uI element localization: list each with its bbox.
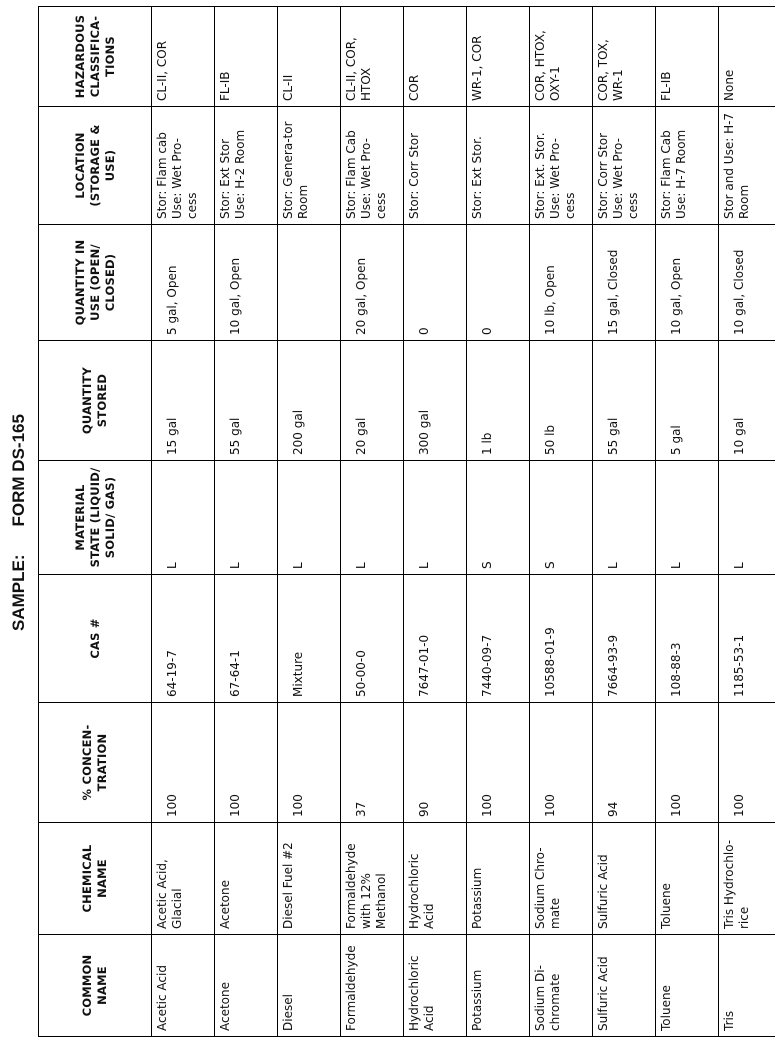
cell-material-state-text: S [543, 561, 557, 569]
cell-material-state [656, 461, 719, 575]
cell-quantity-in-use-text [281, 230, 291, 335]
cell-location [215, 107, 278, 225]
cell-concentration-text: 100 [291, 794, 305, 817]
cell-hazard-text: FL-IB [218, 71, 232, 101]
cell-quantity-in-use [656, 225, 719, 341]
cell-quantity-in-use-text: 0 [417, 327, 431, 335]
col-header-quantity-stored: QUANTITY STORED [39, 341, 152, 461]
cell-common-name [341, 935, 404, 1037]
cell-quantity-stored [656, 341, 719, 461]
cell-quantity-in-use [719, 225, 775, 341]
col-header-material-state: MATERIAL STATE (LIQUID/ SOLID/ GAS) [39, 461, 152, 575]
cell-chemical-name-text: Tris Hydrochlo-rice [722, 839, 751, 929]
cell-material-state [719, 461, 775, 575]
cell-quantity-in-use [404, 225, 467, 341]
hazmat-table [38, 6, 775, 1037]
col-header-concentration: % CONCEN-TRATION [39, 703, 152, 823]
cell-chemical-name-text: Acetone [218, 879, 232, 929]
cell-concentration [656, 703, 719, 823]
cell-location [593, 107, 656, 225]
location-storage: Stor and Use: H-7 Room [722, 112, 751, 219]
cell-common-name [656, 935, 719, 1037]
cell-quantity-in-use-text: 0 [480, 327, 494, 335]
cell-quantity-stored-text: 300 gal [417, 409, 431, 455]
cell-chemical-name [341, 823, 404, 935]
table-row [467, 7, 530, 1037]
cell-quantity-in-use-text: 10 lb, Open [543, 265, 557, 335]
table-row [593, 7, 656, 1037]
cell-quantity-in-use-text: 20 gal, Open [354, 257, 368, 335]
form-number: FORM DS-165 [9, 414, 28, 527]
cell-chemical-name-text: Toluene [659, 883, 673, 929]
cell-quantity-in-use-text: 5 gal, Open [165, 265, 179, 335]
cell-cas-text: 50-00-0 [354, 650, 368, 697]
location-use: Use: Wet Pro-cess [611, 138, 640, 219]
cell-cas-text: 10588-01-9 [543, 627, 557, 697]
cell-concentration [467, 703, 530, 823]
cell-chemical-name [215, 823, 278, 935]
cell-cas [719, 575, 775, 703]
cell-common-name [404, 935, 467, 1037]
cell-material-state [593, 461, 656, 575]
cell-cas [404, 575, 467, 703]
cell-concentration [152, 703, 215, 823]
cell-common-name-text: Acetic Acid [155, 965, 169, 1031]
cell-hazard [656, 7, 719, 107]
cell-location [656, 107, 719, 225]
cell-hazard [719, 7, 775, 107]
location-storage: Stor: Ext. Stor. [533, 132, 547, 219]
cell-material-state [215, 461, 278, 575]
cell-location [404, 107, 467, 225]
location-use: Use: Wet Pro-cess [548, 138, 577, 219]
cell-quantity-stored [719, 341, 775, 461]
cell-location [278, 107, 341, 225]
cell-hazard-text: CL-II, COR, HTOX [344, 37, 373, 101]
cell-chemical-name-text: Sodium Chro-mate [533, 847, 562, 929]
cell-chemical-name [404, 823, 467, 935]
cell-quantity-stored-text: 200 gal [291, 409, 305, 455]
cell-quantity-stored [593, 341, 656, 461]
location-storage: Stor: Flam cab [155, 132, 169, 219]
cell-common-name [152, 935, 215, 1037]
location-use: Use: Wet Pro-cess [170, 138, 199, 219]
sample-label: SAMPLE: [9, 554, 28, 631]
cell-chemical-name [152, 823, 215, 935]
cell-common-name [215, 935, 278, 1037]
table-row [278, 7, 341, 1037]
cell-quantity-in-use [215, 225, 278, 341]
cell-location [530, 107, 593, 225]
cell-quantity-stored [530, 341, 593, 461]
cell-material-state [152, 461, 215, 575]
cell-quantity-stored [341, 341, 404, 461]
cell-concentration-text: 100 [165, 794, 179, 817]
cell-hazard-text: COR [407, 74, 421, 101]
col-header-quantity-in-use: QUANTITY IN USE (OPEN/ CLOSED) [39, 225, 152, 341]
cell-concentration [404, 703, 467, 823]
cell-chemical-name [656, 823, 719, 935]
cell-quantity-in-use-text: 15 gal, Closed [606, 249, 620, 335]
location-storage: Stor: Ext Stor [218, 138, 232, 219]
cell-cas-text: 1185-53-1 [732, 634, 746, 697]
location-storage: Stor: Genera-tor Room [281, 121, 310, 219]
col-header-location: LOCATION (STORAGE & USE) [39, 107, 152, 225]
cell-concentration-text: 100 [228, 794, 242, 817]
cell-common-name [593, 935, 656, 1037]
table-row [656, 7, 719, 1037]
cell-concentration-text: 94 [606, 801, 620, 817]
cell-quantity-stored-text: 55 gal [606, 417, 620, 455]
cell-cas-text: 108-88-3 [669, 642, 683, 697]
cell-material-state-text: L [165, 562, 179, 569]
cell-common-name [278, 935, 341, 1037]
cell-cas-text: 7440-09-7 [480, 634, 494, 697]
cell-quantity-in-use [530, 225, 593, 341]
cell-quantity-in-use [152, 225, 215, 341]
cell-common-name [719, 935, 775, 1037]
cell-cas [215, 575, 278, 703]
cell-cas [152, 575, 215, 703]
cell-material-state-text: L [228, 562, 242, 569]
cell-material-state [530, 461, 593, 575]
cell-common-name-text: Sodium Di-chromate [533, 965, 562, 1031]
cell-concentration-text: 100 [732, 794, 746, 817]
table-row [341, 7, 404, 1037]
cell-cas-text: 7647-01-0 [417, 634, 431, 697]
location-use: Use: H-2 Room [233, 129, 247, 219]
cell-material-state-text: L [606, 562, 620, 569]
cell-chemical-name [593, 823, 656, 935]
cell-hazard-text: CL-II, COR [155, 40, 169, 101]
header-row [39, 7, 152, 1037]
cell-material-state [341, 461, 404, 575]
cell-cas [530, 575, 593, 703]
location-storage: Stor: Corr Stor [596, 132, 610, 219]
cell-chemical-name [467, 823, 530, 935]
cell-concentration-text: 100 [543, 794, 557, 817]
cell-quantity-in-use [341, 225, 404, 341]
cell-quantity-in-use [593, 225, 656, 341]
cell-location [467, 107, 530, 225]
cell-hazard-text: COR, TOX, WR-1 [596, 39, 625, 101]
cell-cas-text: Mixture [291, 651, 305, 697]
cell-material-state-text: L [732, 562, 746, 569]
cell-concentration-text: 37 [354, 801, 368, 817]
cell-common-name [467, 935, 530, 1037]
cell-hazard [467, 7, 530, 107]
cell-common-name-text: Potassium [470, 969, 484, 1031]
cell-common-name-text: Formaldehyde [344, 945, 358, 1031]
col-header-hazard: HAZARDOUS CLASSIFICA-TIONS [39, 7, 152, 107]
cell-hazard [341, 7, 404, 107]
cell-concentration [278, 703, 341, 823]
cell-chemical-name-text: Hydrochloric Acid [407, 853, 436, 929]
cell-cas [341, 575, 404, 703]
cell-material-state-text: L [417, 562, 431, 569]
cell-hazard [404, 7, 467, 107]
table-row [404, 7, 467, 1037]
cell-quantity-stored [215, 341, 278, 461]
cell-material-state-text: S [480, 561, 494, 569]
cell-chemical-name [278, 823, 341, 935]
cell-location [152, 107, 215, 225]
cell-cas-text: 67-64-1 [228, 650, 242, 697]
cell-concentration-text: 100 [480, 794, 494, 817]
cell-common-name-text: Acetone [218, 981, 232, 1031]
cell-common-name-text: Tris [722, 1010, 736, 1031]
col-header-common-name: COMMON NAME [39, 935, 152, 1037]
cell-quantity-stored [404, 341, 467, 461]
cell-quantity-in-use [467, 225, 530, 341]
cell-chemical-name-text: Potassium [470, 867, 484, 929]
cell-common-name-text: Diesel [281, 994, 295, 1031]
cell-cas [467, 575, 530, 703]
cell-common-name-text: Toluene [659, 985, 673, 1031]
cell-concentration [215, 703, 278, 823]
cell-material-state [404, 461, 467, 575]
cell-cas-text: 64-19-7 [165, 650, 179, 697]
cell-cas [656, 575, 719, 703]
cell-chemical-name-text: Sulfuric Acid [596, 854, 610, 929]
location-use: Use: H-7 Room [674, 129, 688, 219]
cell-chemical-name-text: Diesel Fuel #2 [281, 842, 295, 929]
col-header-chemical-name: CHEMICAL NAME [39, 823, 152, 935]
location-storage: Stor: Flam Cab [344, 130, 358, 219]
cell-quantity-in-use [278, 225, 341, 341]
form-title [0, 0, 36, 1045]
cell-cas [278, 575, 341, 703]
cell-concentration [593, 703, 656, 823]
cell-common-name [530, 935, 593, 1037]
cell-material-state-text: L [669, 562, 683, 569]
cell-material-state [278, 461, 341, 575]
cell-concentration-text: 100 [669, 794, 683, 817]
location-storage: Stor: Corr Stor [407, 132, 421, 219]
cell-cas-text: 7664-93-9 [606, 634, 620, 697]
cell-quantity-stored [152, 341, 215, 461]
cell-hazard [152, 7, 215, 107]
cell-hazard-text: COR, HTOX, OXY-1 [533, 30, 562, 101]
cell-quantity-stored-text: 20 gal [354, 417, 368, 455]
cell-hazard [593, 7, 656, 107]
location-storage: Stor: Flam Cab [659, 130, 673, 219]
cell-hazard-text: WR-1, COR [470, 35, 484, 101]
cell-quantity-stored-text: 55 gal [228, 417, 242, 455]
table-row [719, 7, 775, 1037]
cell-hazard [215, 7, 278, 107]
cell-common-name-text: Sulfuric Acid [596, 956, 610, 1031]
cell-hazard-text: FL-IB [659, 71, 673, 101]
cell-hazard [278, 7, 341, 107]
cell-cas [593, 575, 656, 703]
table-row [215, 7, 278, 1037]
cell-concentration-text: 90 [417, 801, 431, 817]
cell-location [341, 107, 404, 225]
cell-quantity-stored-text: 15 gal [165, 417, 179, 455]
cell-hazard [530, 7, 593, 107]
cell-hazard-text: CL-II [281, 74, 295, 101]
cell-quantity-stored [467, 341, 530, 461]
table-row [152, 7, 215, 1037]
cell-quantity-in-use-text: 10 gal, Open [669, 257, 683, 335]
cell-quantity-stored-text: 1 lb [480, 432, 494, 455]
location-use: Use: Wet Pro-cess [359, 138, 388, 219]
cell-chemical-name [530, 823, 593, 935]
cell-quantity-in-use-text: 10 gal, Open [228, 257, 242, 335]
cell-hazard-text: None [722, 69, 736, 101]
col-header-cas: CAS # [39, 575, 152, 703]
location-storage: Stor: Ext Stor. [470, 136, 484, 219]
cell-concentration [341, 703, 404, 823]
cell-chemical-name [719, 823, 775, 935]
cell-quantity-stored [278, 341, 341, 461]
cell-concentration [719, 703, 775, 823]
cell-quantity-stored-text: 10 gal [732, 417, 746, 455]
cell-chemical-name-text: Formaldehyde with 12% Methanol [344, 843, 388, 929]
cell-concentration [530, 703, 593, 823]
cell-material-state-text: L [291, 562, 305, 569]
cell-quantity-stored-text: 50 lb [543, 424, 557, 455]
cell-material-state [467, 461, 530, 575]
cell-material-state-text: L [354, 562, 368, 569]
table-row [530, 7, 593, 1037]
cell-common-name-text: Hydrochloric Acid [407, 955, 436, 1031]
cell-chemical-name-text: Acetic Acid, Glacial [155, 859, 184, 929]
cell-location [719, 107, 775, 225]
cell-quantity-stored-text: 5 gal [669, 425, 683, 455]
cell-quantity-in-use-text: 10 gal, Closed [732, 249, 746, 335]
